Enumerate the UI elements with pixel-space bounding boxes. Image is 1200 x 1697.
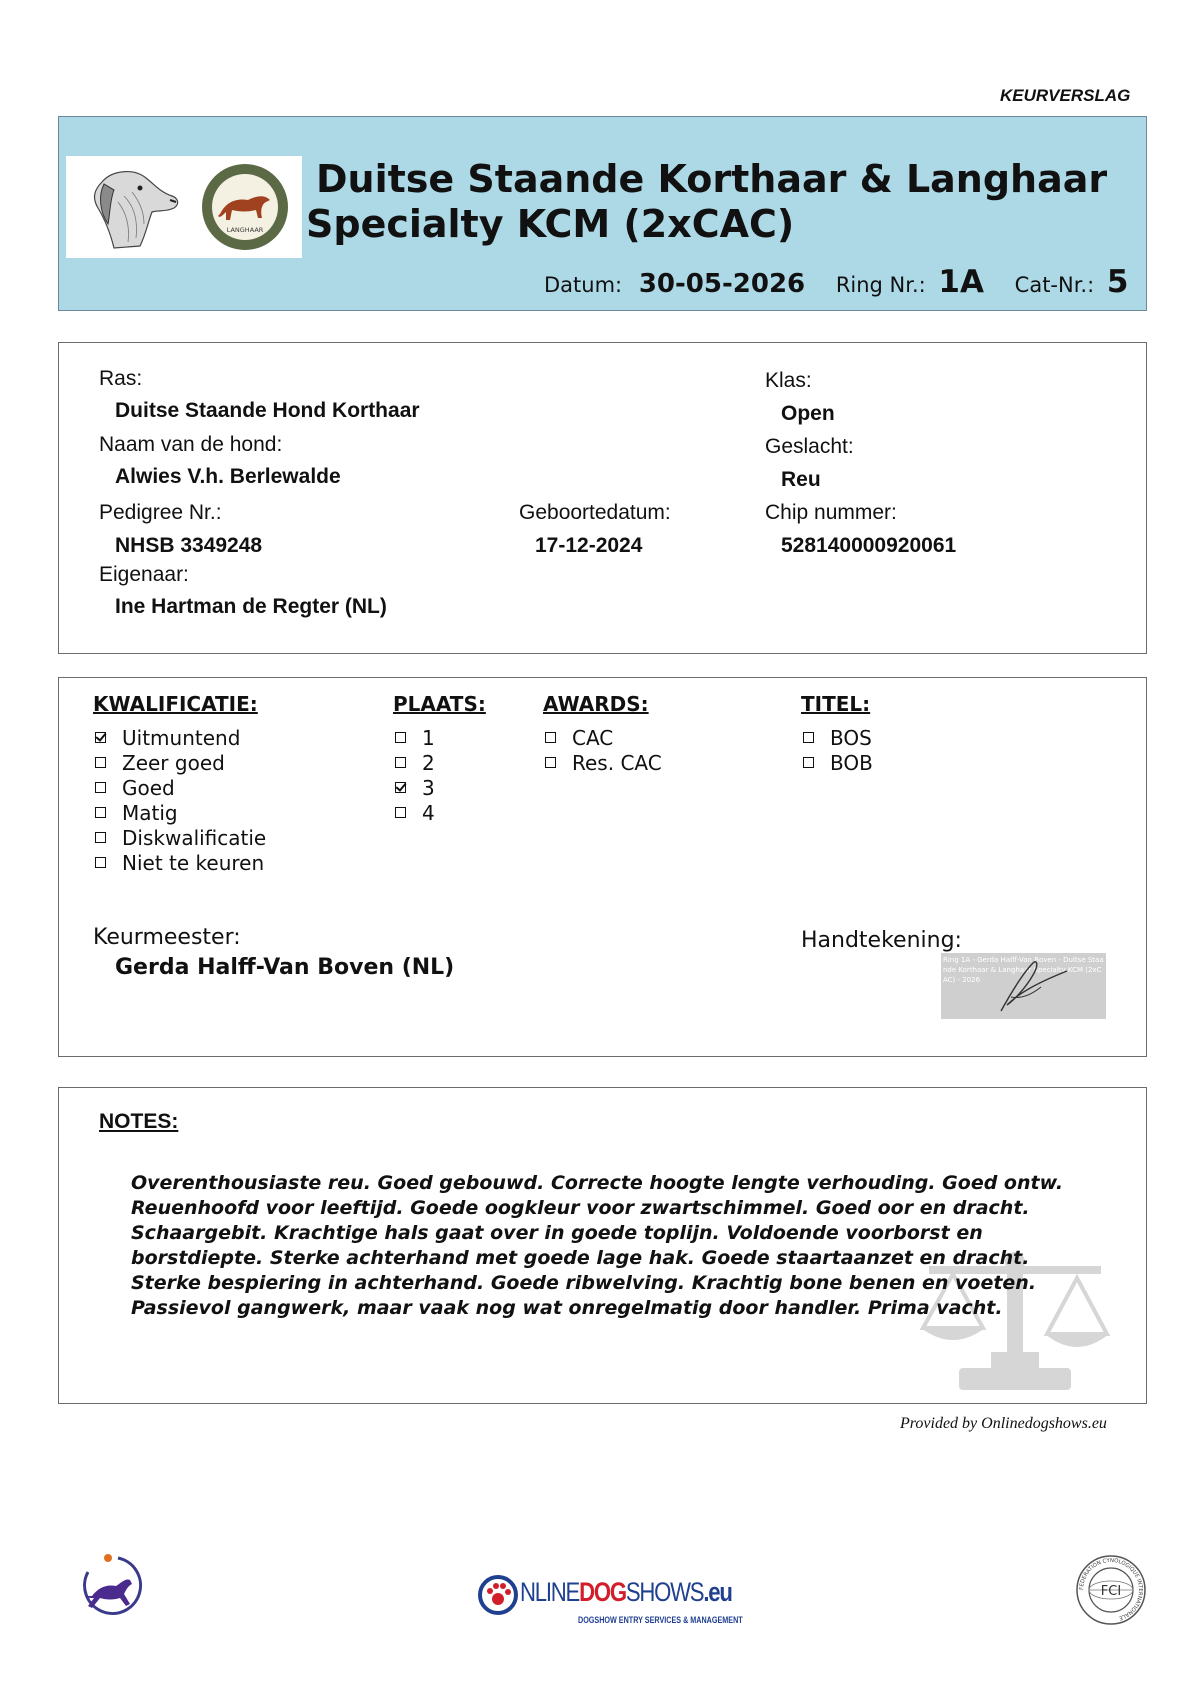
plaats-option[interactable] [395, 775, 435, 800]
show-header [58, 116, 1147, 311]
checkbox-icon[interactable] [395, 757, 406, 768]
show-meta [544, 264, 1128, 300]
fci-ring-text: FEDERATION CYNOLOGIQUE INTERNATIONALE [1078, 1557, 1144, 1621]
plaats-option[interactable] [395, 750, 435, 775]
notes-line: Schaargebit. Krachtige hals gaat over in goede toplijn. Voldoende voorborst en [131, 1222, 983, 1244]
signature-watermark: Ring 1A - Gerda Halff-Van Boven - Duitse Staande Korthaar & Langhaar Specialty KCM (2xCAC) - 2026 [943, 956, 1104, 984]
kwalificatie-option[interactable] [95, 775, 266, 800]
evaluation-section [58, 677, 1147, 1057]
checkbox-icon[interactable] [95, 782, 106, 793]
checkbox-icon[interactable] [95, 832, 106, 843]
award-option[interactable] [545, 750, 662, 775]
paw-logo-icon [478, 1573, 518, 1617]
titel-heading: TITEL: [801, 692, 871, 716]
checkbox-icon[interactable] [545, 757, 556, 768]
judge-label: Keurmeester: [93, 925, 241, 950]
notes-line: Overenthousiaste reu. Goed gebouwd. Correcte hoogte lengte verhouding. Goed ontw. [131, 1172, 1064, 1194]
titel-option[interactable] [803, 750, 873, 775]
chip-label: Chip nummer: [765, 501, 897, 524]
logo-panel [66, 156, 302, 258]
report-type-label: KEURVERSLAG [1000, 86, 1131, 105]
show-title-line-1: Duitse Staande Korthaar & Langhaar [316, 157, 1108, 201]
dog-name-label: Naam van de hond: [99, 433, 283, 456]
checkbox-icon[interactable] [803, 757, 814, 768]
sex-label: Geslacht: [765, 435, 854, 458]
pedigree-value: NHSB 3349248 [115, 534, 263, 557]
plaats-option-label: 3 [422, 775, 435, 800]
brand-wordmark [520, 1577, 732, 1608]
award-option[interactable] [545, 725, 662, 750]
birth-date-label: Geboortedatum: [519, 501, 671, 524]
award-option-label: Res. CAC [572, 750, 662, 775]
checkbox-icon[interactable] [95, 807, 106, 818]
kwalificatie-option[interactable] [95, 800, 266, 825]
checkbox-icon[interactable] [803, 732, 814, 743]
checkbox-icon[interactable] [395, 807, 406, 818]
ring-value: 1A [938, 264, 984, 300]
dog-head-sketch-icon [74, 162, 184, 252]
kwalificatie-option-label: Zeer goed [122, 750, 225, 775]
checkbox-icon[interactable] [545, 732, 556, 743]
plaats-heading: PLAATS: [393, 692, 486, 716]
date-label: Datum: [544, 273, 623, 297]
breed-value: Duitse Staande Hond Korthaar [115, 399, 420, 422]
class-value: Open [781, 402, 835, 425]
kwalificatie-option-label: Matig [122, 800, 178, 825]
judge-name: Gerda Halff-Van Boven (NL) [115, 955, 455, 980]
fci-text: FCI [1100, 1584, 1122, 1599]
pedigree-label: Pedigree Nr.: [99, 501, 222, 524]
awards-options [545, 725, 662, 775]
checkbox-icon[interactable] [95, 857, 106, 868]
plaats-option-label: 4 [422, 800, 435, 825]
cat-value: 5 [1106, 264, 1129, 300]
kwalificatie-option[interactable] [95, 850, 266, 875]
brand-online: NLINE [520, 1577, 580, 1607]
titel-option-label: BOB [830, 750, 873, 775]
club-badge-icon [200, 162, 290, 252]
brand-eu: .eu [703, 1577, 732, 1607]
owner-value: Ine Hartman de Regter (NL) [115, 595, 387, 618]
awards-heading: AWARDS: [543, 692, 649, 716]
show-title-line-2: Specialty KCM (2xCAC) [306, 202, 795, 246]
notes-line: Reuenhoofd voor leeftijd. Goede oogkleur voor zwartschimmel. Goed oor en dracht. [131, 1197, 1030, 1219]
chip-value: 528140000920061 [781, 534, 957, 557]
kwalificatie-option-label: Goed [122, 775, 175, 800]
kwalificatie-option-label: Uitmuntend [122, 725, 241, 750]
agility-dog-logo-icon [78, 1552, 144, 1618]
titel-options [803, 725, 873, 775]
kwalificatie-option-label: Niet te keuren [122, 850, 265, 875]
class-label: Klas: [765, 369, 812, 392]
checkbox-icon[interactable] [95, 757, 106, 768]
signature-scribble-icon [941, 953, 1106, 1019]
notes-heading: NOTES: [99, 1110, 179, 1133]
brand-tagline: DOGSHOW ENTRY SERVICES & MANAGEMENT [578, 1615, 743, 1625]
kwalificatie-option-label: Diskwalificatie [122, 825, 267, 850]
notes-section [58, 1087, 1147, 1404]
fci-logo-icon [1075, 1554, 1147, 1626]
checkbox-icon[interactable] [95, 732, 106, 743]
dog-name-value: Alwies V.h. Berlewalde [115, 465, 341, 488]
kwalificatie-heading: KWALIFICATIE: [93, 692, 258, 716]
notes-line: Passievol gangwerk, maar vaak nog wat onregelmatig door handler. Prima vacht. [131, 1297, 1003, 1319]
checkbox-icon[interactable] [395, 782, 406, 793]
brand-dog: DOG [579, 1577, 626, 1607]
owner-label: Eigenaar: [99, 563, 189, 586]
checkbox-icon[interactable] [395, 732, 406, 743]
provided-by: Provided by Onlinedogshows.eu [900, 1415, 1107, 1432]
onlinedogshows-logo [478, 1573, 744, 1635]
date-value: 30-05-2026 [638, 269, 806, 299]
kwalificatie-option[interactable] [95, 725, 266, 750]
signature-label: Handtekening: [801, 928, 962, 953]
breed-label: Ras: [99, 367, 143, 390]
plaats-options [395, 725, 435, 825]
cat-label: Cat-Nr.: [1014, 273, 1095, 297]
notes-line: Sterke bespiering in achterhand. Goede ribwelving. Krachtig bone benen en voeten. [131, 1272, 1037, 1294]
notes-text [131, 1171, 1131, 1321]
plaats-option[interactable] [395, 800, 435, 825]
signature-image [941, 953, 1106, 1019]
titel-option-label: BOS [830, 725, 872, 750]
kwalificatie-option[interactable] [95, 825, 266, 850]
club-badge-text: LANGHAAR [226, 226, 264, 234]
plaats-option-label: 1 [422, 725, 435, 750]
titel-option[interactable] [803, 725, 873, 750]
sex-value: Reu [781, 468, 821, 491]
plaats-option-label: 2 [422, 750, 435, 775]
show-title [306, 157, 1107, 247]
plaats-option[interactable] [395, 725, 435, 750]
kwalificatie-options [95, 725, 266, 875]
ring-label: Ring Nr.: [835, 273, 926, 297]
dog-info-section [58, 342, 1147, 654]
award-option-label: CAC [572, 725, 614, 750]
birth-date-value: 17-12-2024 [535, 534, 643, 557]
brand-shows: SHOWS [625, 1577, 704, 1607]
kwalificatie-option[interactable] [95, 750, 266, 775]
notes-line: borstdiepte. Sterke achterhand met goede lage hak. Goede staartaanzet en dracht. [131, 1247, 1030, 1269]
